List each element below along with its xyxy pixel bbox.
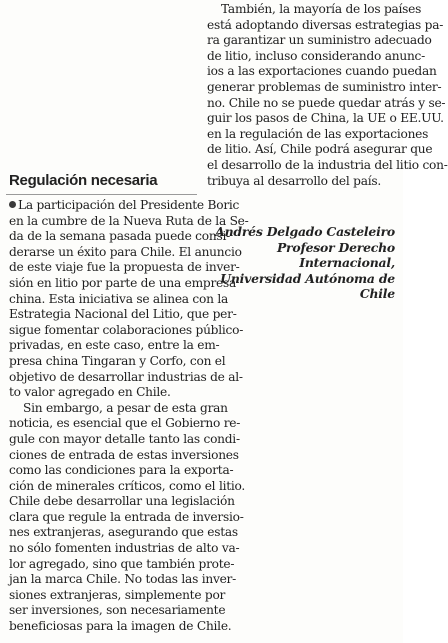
text-line: ción de minerales críticos, como el litio.: [9, 478, 246, 493]
text-line: siones extranjeras, simplemente por: [9, 587, 226, 602]
text-line: generar problemas de suministro inter-: [207, 79, 442, 94]
text-line: privadas, en este caso, entre la em-: [9, 338, 220, 353]
text-line: da de la semana pasada puede consi-: [9, 229, 230, 244]
text-line-content: La participación del Presidente Boric: [18, 198, 240, 212]
text-line: no. Chile no se puede quedar atrás y se-: [207, 95, 446, 110]
text-line: lor agregado, sino que también prote-: [9, 556, 235, 571]
paragraph-1: [9, 198, 249, 401]
text-line: tribuya al desarrollo del país.: [207, 173, 381, 188]
text-line: ser inversiones, son necesariamente: [9, 603, 226, 618]
text-line: no sólo fomenten industrias de alto va-: [9, 541, 240, 556]
left-column-text: [9, 198, 249, 635]
text-line: [9, 198, 240, 214]
text-line: sigue fomentar colaboraciones público-: [9, 322, 244, 337]
text-line: en la regulación de las exportaciones: [207, 126, 429, 141]
text-line: Estrategia Nacional del Litio, que per-: [9, 307, 237, 322]
text-line: como las condiciones para la exporta-: [9, 463, 234, 478]
text-line: guir los pasos de China, la UE o EE.UU.: [207, 111, 444, 126]
text-line: También, la mayoría de los países: [221, 2, 422, 16]
text-line: gule con mayor detalle tanto las condi-: [9, 431, 240, 446]
text-line: de litio. Así, Chile podrá asegurar que: [207, 142, 433, 157]
text-line: está adoptando diversas estrategias pa-: [207, 17, 444, 32]
right-column-text: [207, 2, 448, 189]
author-affiliation: Universidad Autónoma de Chile: [220, 270, 395, 302]
text-line: Sin embargo, a pesar de esta gran: [23, 400, 228, 415]
text-line: noticia, es esencial que el Gobierno re-: [9, 416, 241, 431]
text-line: ios a las exportaciones cuando puedan: [207, 64, 437, 79]
paragraph-2: [9, 400, 246, 635]
text-line: de litio, incluso considerando anunc-: [207, 48, 425, 63]
section-heading: Regulación necesaria: [9, 172, 158, 189]
text-line: beneficiosas para la imagen de Chile.: [9, 619, 232, 634]
text-line: Chile debe desarrollar una legislación: [9, 494, 235, 509]
text-line: derarse un éxito para Chile. El anuncio: [9, 244, 242, 259]
text-line: jan la marca Chile. No todas las inver-: [9, 572, 236, 587]
author-title: Profesor Derecho Internacional,: [276, 239, 395, 271]
text-line: china. Esta iniciativa se alinea con la: [9, 291, 228, 306]
text-line: to valor agregado en Chile.: [9, 385, 171, 400]
text-line: nes extranjeras, asegurando que estas: [9, 525, 238, 540]
text-line: el desarrollo de la industria del litio con-: [207, 157, 448, 172]
heading-divider: [6, 194, 197, 195]
text-line: presa china Tingaran y Corfo, con el: [9, 353, 226, 368]
text-line: objetivo de desarrollar industrias de al-: [9, 369, 243, 384]
bullet-icon: [9, 201, 16, 208]
text-line: sión en litio por parte de una empresa: [9, 275, 237, 290]
text-line: clara que regule la entrada de inversio-: [9, 509, 244, 524]
text-line: ciones de entrada de estas inversiones: [9, 447, 239, 462]
text-line: de este viaje fue la propuesta de inver-: [9, 260, 240, 275]
author-name: Andrés Delgado Casteleiro: [215, 224, 395, 239]
text-line: en la cumbre de la Nueva Ruta de la Se-: [9, 213, 249, 228]
text-line: ra garantizar un suministro adecuado: [207, 33, 432, 48]
